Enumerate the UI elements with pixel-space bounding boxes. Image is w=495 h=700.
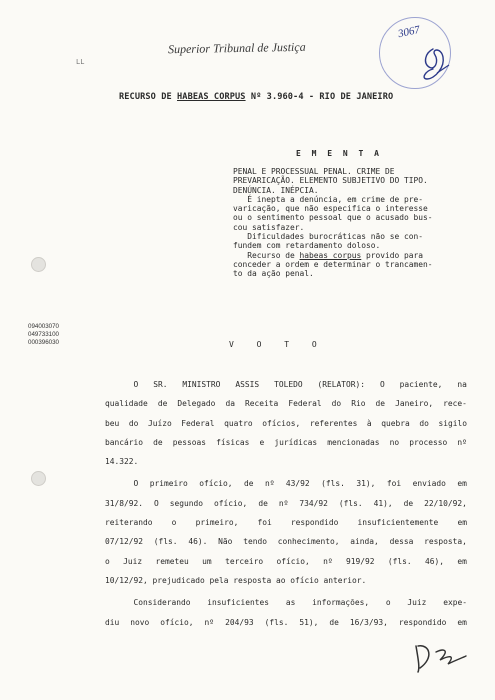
voto-line: 10/12/92, prejudicado pela resposta ao ofício anterior. — [105, 575, 367, 585]
voto-line: 14.322. — [105, 457, 139, 467]
voto-word: 43/92 — [285, 479, 310, 489]
voto-word: o — [385, 598, 391, 608]
voto-word: ofícios, — [262, 418, 301, 428]
voto-word: foi — [257, 518, 272, 528]
voto-word: novo — [130, 617, 150, 627]
code-line: 094003070 — [28, 323, 59, 330]
ementa-line: fundem com retardamento doloso. — [233, 241, 381, 251]
case-title-prefix: RECURSO DE — [119, 92, 178, 102]
voto-word: sigilo — [438, 418, 467, 428]
voto-word: primeiro, — [195, 518, 239, 528]
voto-word: nº — [323, 556, 333, 566]
voto-word: quatro — [224, 418, 253, 428]
voto-word: de — [375, 399, 386, 409]
voto-word: Delegado — [177, 399, 216, 409]
voto-word: 734/92 — [299, 498, 328, 508]
voto-word: foi — [386, 479, 402, 489]
voto-word: rece- — [443, 399, 467, 409]
voto-word: O — [154, 498, 159, 508]
voto-word: em — [457, 518, 467, 528]
voto-word: de — [329, 617, 339, 627]
voto-word: insuficientemente — [357, 518, 439, 528]
voto-word: o — [105, 556, 110, 566]
voto-word: 22/10/92, — [424, 498, 467, 508]
voto-word: enviado — [412, 479, 446, 489]
voto-word: TOLEDO — [274, 380, 303, 389]
voto-word: as — [285, 598, 296, 608]
voto-word: (fls. — [338, 498, 363, 508]
voto-word: Receita — [245, 399, 279, 409]
ementa-line: É inepta a denúncia, em crime de pre- — [233, 194, 424, 204]
voto-word: ofício, — [214, 498, 248, 508]
voto-word: Juiz — [123, 556, 143, 566]
voto-word: qualidade — [105, 399, 148, 409]
voto-word: remeteu — [155, 556, 189, 566]
voto-word: 41), — [373, 498, 393, 508]
ementa-line: varicação, que não especifica o interesse — [233, 204, 428, 214]
voto-word: do — [128, 418, 139, 428]
voto-word: quebra — [381, 418, 410, 428]
ementa-line: DENÚNCIA. INÉPCIA. — [233, 185, 319, 195]
voto-line — [105, 613, 467, 632]
voto-word: 46), — [425, 556, 445, 566]
voto-word: Rio — [351, 399, 366, 409]
case-title-suffix: Nº 3.960-4 - RIO DE JANEIRO — [245, 92, 394, 102]
voto-word: tendo — [243, 537, 267, 547]
voto-word: na — [457, 380, 467, 389]
voto-line — [105, 593, 467, 612]
voto-line — [105, 552, 467, 571]
voto-word: SR. — [153, 380, 168, 389]
voto-word: nº — [264, 479, 275, 489]
voto-word: em — [457, 479, 467, 489]
voto-word: respondido — [398, 617, 447, 627]
voto-word: ainda, — [350, 537, 379, 547]
voto-word: Não — [218, 537, 233, 547]
case-title — [119, 92, 393, 102]
handwritten-initials — [415, 45, 455, 85]
signature-initials — [410, 638, 470, 678]
code-line: 000396030 — [28, 338, 59, 346]
voto-word: ofício, — [199, 479, 233, 489]
ementa-line: PREVARICAÇÃO. ELEMENTO SUBJETIVO DO TIPO. — [233, 176, 428, 186]
voto-word: no — [389, 437, 400, 447]
document-codes — [28, 323, 59, 346]
ementa-line: Dificuldades burocráticas não se con- — [233, 232, 424, 242]
voto-word: ofício, — [276, 556, 310, 566]
voto-word: ASSIS — [235, 380, 260, 389]
punch-hole-top — [31, 257, 46, 272]
voto-word: expe- — [443, 598, 467, 608]
ementa-line: ou o sentimento pessoal que o acusado bus- — [233, 213, 433, 223]
voto-word: 204/93 — [225, 617, 254, 627]
recurso-suffix: provido para — [361, 250, 424, 260]
voto-word: 46). — [188, 537, 208, 547]
voto-word: em — [457, 617, 467, 627]
ementa-recurso-line — [233, 251, 463, 260]
recurso-habeas: habeas corpus — [299, 250, 362, 260]
voto-word: pessoas — [172, 437, 207, 447]
voto-word: Considerando — [105, 598, 191, 608]
ementa-heading: E M E N T A — [296, 149, 382, 158]
voto-word: de — [157, 399, 168, 409]
recurso-prefix: Recurso de — [233, 250, 300, 260]
voto-word: do — [419, 418, 429, 428]
voto-word: de — [403, 498, 414, 508]
case-title-habeas: HABEAS CORPUS — [177, 92, 246, 102]
voto-word: processo — [409, 437, 448, 447]
voto-word: O — [379, 380, 385, 389]
voto-word: Federal — [288, 399, 322, 409]
voto-word: Juiz — [407, 598, 427, 608]
ementa-line: to da ação penal. — [233, 269, 314, 279]
voto-word: reiterando — [105, 518, 153, 528]
voto-word: em — [457, 556, 467, 566]
stamp-page-number: 3067 — [396, 23, 422, 41]
voto-word: 07/12/92 — [105, 537, 144, 547]
voto-word: 16/3/93, — [349, 617, 388, 627]
voto-word: ofício, — [160, 617, 194, 627]
voto-word: Janeiro, — [395, 399, 434, 409]
voto-word: (fls. — [387, 556, 412, 566]
voto-word: mencionadas — [327, 437, 380, 447]
voto-word: primeiro — [149, 479, 188, 489]
voto-word: de — [153, 437, 163, 447]
voto-word: diu — [105, 617, 120, 627]
voto-word: (fls. — [153, 537, 178, 547]
voto-word: terceiro — [225, 556, 264, 566]
voto-word: (RELATOR): — [317, 380, 366, 389]
ementa-block — [233, 167, 463, 279]
voto-word: e — [259, 437, 265, 447]
voto-word: segundo — [169, 498, 204, 508]
court-letterhead: Superior Tribunal de Justiça — [167, 39, 306, 57]
voto-word: jurídicas — [274, 437, 318, 447]
voto-body — [105, 375, 467, 632]
voto-line — [105, 474, 467, 493]
voto-line — [105, 414, 467, 433]
voto-word: Juízo — [147, 418, 172, 428]
voto-word: resposta, — [424, 537, 467, 547]
voto-word: da — [225, 399, 235, 409]
voto-word: beu — [105, 418, 120, 428]
voto-word: Federal — [181, 418, 215, 428]
voto-word: de — [258, 498, 268, 508]
voto-word: respondido — [290, 518, 339, 528]
voto-line — [105, 394, 467, 413]
voto-line — [105, 513, 467, 532]
voto-word: nº — [204, 617, 215, 627]
voto-word: MINISTRO — [182, 380, 221, 389]
code-line: 049733100 — [28, 330, 59, 338]
voto-word: conhecimento, — [277, 537, 340, 547]
voto-line — [105, 494, 467, 513]
voto-word: 919/92 — [345, 556, 375, 566]
voto-word: dessa — [389, 537, 414, 547]
voto-line — [105, 433, 467, 452]
ementa-line: PENAL E PROCESSUAL PENAL. CRIME DE — [233, 167, 395, 176]
voto-word: (fls. — [321, 479, 345, 489]
voto-word: (fls. — [264, 617, 289, 627]
voto-word: o — [171, 518, 177, 528]
voto-word: do — [331, 399, 342, 409]
voto-word: de — [243, 479, 254, 489]
voto-word: 51), — [299, 617, 319, 627]
voto-word: um — [202, 556, 212, 566]
voto-word: O — [105, 380, 139, 389]
voto-word: à — [366, 418, 372, 428]
voto-line — [105, 532, 467, 551]
margin-mark: LL — [76, 58, 85, 66]
ementa-line: cou satisfazer. — [233, 222, 305, 232]
voto-word: 31/8/92. — [105, 498, 144, 508]
voto-word: insuficientes — [207, 598, 270, 608]
voto-word: nº — [457, 437, 467, 447]
voto-word: informações, — [312, 598, 370, 608]
voto-word: O — [105, 479, 139, 489]
punch-hole-bottom — [31, 471, 46, 486]
voto-word: bancário — [105, 437, 144, 447]
voto-word: 31), — [356, 479, 376, 489]
voto-word: referentes — [309, 418, 358, 428]
voto-line — [105, 375, 467, 394]
voto-word: nº — [278, 498, 289, 508]
voto-heading: V O T O — [229, 340, 326, 349]
voto-word: físicas — [216, 437, 250, 447]
voto-word: paciente, — [399, 380, 443, 389]
ementa-line: conceder a ordem e determinar o trancamen- — [233, 259, 433, 269]
